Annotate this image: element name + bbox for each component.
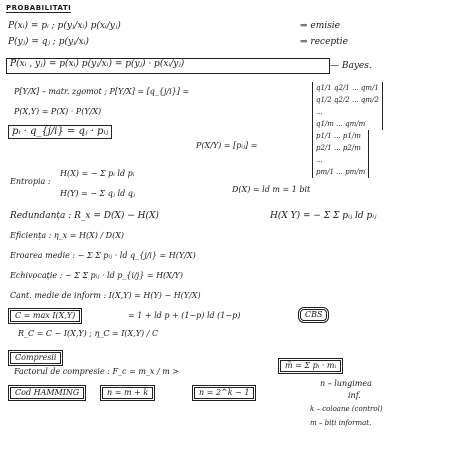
- m-avg-box: m̄ = Σ pᵢ · mᵢ: [278, 358, 343, 374]
- bayes-box: P(xᵢ , yⱼ) = p(xᵢ) p(yⱼ/xᵢ) = p(yⱼ) · p(xᵢ/yⱼ): [6, 58, 330, 74]
- echivocatie-line: Echivocație : − Σ Σ pᵢⱼ · ld p_{i/j} = H(X/Y): [10, 271, 183, 280]
- matrix-cell: pm/m: [345, 168, 366, 176]
- matrix-cell: ...: [333, 132, 341, 140]
- matrix-q-row: [316, 118, 379, 130]
- rc-line: R_C = C − I(X,Y) ; η_C = I(X,Y) / C: [18, 329, 159, 338]
- page-title: PROBABILITATI: [6, 4, 72, 12]
- matrix-cell: p1/1: [316, 132, 332, 140]
- compresii-box: Compresii: [8, 350, 63, 366]
- n-box: n = m + k: [100, 385, 155, 401]
- dx-formula: D(X) = ld m = 1 bit: [232, 185, 311, 194]
- capacity-box: C = max I(X,Y): [8, 308, 82, 324]
- matrix-p-row: [316, 130, 365, 142]
- matrix-cell: ...: [333, 144, 341, 152]
- matrix-cell: ...: [336, 168, 343, 176]
- matrix-cell: pm/1: [316, 168, 334, 176]
- matrix-cell: q1/m: [316, 120, 334, 128]
- matrix-cell: p1/m: [342, 132, 361, 140]
- matr-zgomot-line: P[Y/X] – matr. zgomot ; P[Y/X] = [q_{j/i}] =: [14, 87, 190, 96]
- matrix-cell: ...: [316, 156, 323, 164]
- cbs-box: CBS: [298, 307, 329, 323]
- line-prob-y: P(yⱼ) = qⱼ ; p(yⱼ/xᵢ): [8, 37, 89, 47]
- pxy-matrix-line: P(X/Y) = [pᵢⱼ] =: [196, 141, 258, 150]
- matrix-cell: p2/m: [342, 144, 361, 152]
- matrix-cell: p2/1: [316, 144, 332, 152]
- note-m: m – biți informat.: [310, 419, 372, 427]
- redundanta-line: Redundanța : R_x = D(X) − H(X): [10, 211, 159, 221]
- matrix-cell: q2/2: [333, 96, 350, 104]
- matrix-cell: qm/m: [345, 120, 366, 128]
- hxy-formula: H(X Y) = − Σ Σ pᵢⱼ ld pᵢⱼ: [270, 211, 377, 221]
- matrix-q: [312, 82, 383, 130]
- note-k: k – coloane (control): [310, 405, 383, 413]
- eficienta-line: Eficiența : η_x = H(X) / D(X): [10, 231, 125, 240]
- pxy-line: P(X,Y) = P(X) · P(Y/X): [14, 107, 102, 116]
- matrix-q-row: [316, 94, 379, 106]
- matrix-cell: q1/1: [316, 84, 332, 92]
- matrix-p: [312, 130, 369, 178]
- note-n-b: inf.: [348, 391, 361, 400]
- matrix-cell: q2/1: [333, 84, 350, 92]
- matrix-cell: q1/2: [316, 96, 332, 104]
- matrix-cell: ...: [351, 96, 359, 104]
- matrix-p-row: [316, 166, 365, 178]
- matrix-cell: qm/1: [360, 84, 379, 92]
- factor-compresie-line: Factorul de compresie : F_c = m_x / m >: [14, 367, 180, 376]
- eroarea-line: Eroarea medie : − Σ Σ pᵢⱼ · ld q_{j/i} = H(Y/X): [10, 251, 196, 260]
- capacity-formula: = 1 + ld p + (1−p) ld (1−p): [128, 311, 241, 320]
- matrix-cell: ...: [351, 84, 359, 92]
- matrix-cell: ...: [336, 120, 343, 128]
- bayes-label: — Bayes.: [330, 61, 372, 71]
- hy-formula: H(Y) = − Σ qⱼ ld qⱼ: [60, 189, 135, 198]
- note-n: n – lungimea: [320, 379, 372, 388]
- matrix-q-row: [316, 106, 379, 118]
- matrix-p-row: [316, 142, 365, 154]
- matrix-q-row: [316, 82, 379, 94]
- arrow-receptie: ⇒ receptie: [300, 37, 348, 47]
- hx-formula: H(X) = − Σ pᵢ ld pᵢ: [60, 169, 135, 178]
- n-box-2: n = 2^k − 1: [192, 385, 256, 401]
- cod-hamming-box: Cod HAMMING: [8, 385, 86, 401]
- cant-medie-line: Cant. medie de inform : I(X,Y) = H(Y) − H(Y/X): [10, 291, 201, 300]
- matrix-cell: qm/2: [360, 96, 379, 104]
- pi-q-box: pᵢ · q_{j/i} = qⱼ · pᵢⱼ: [8, 125, 112, 139]
- matrix-p-row: [316, 154, 365, 166]
- entropia-label: Entropia :: [10, 177, 51, 186]
- arrow-emisie: ⇒ emisie: [300, 21, 340, 31]
- line-prob-x: P(xᵢ) = pᵢ ; p(yⱼ/xᵢ) p(xᵢ/yⱼ): [8, 21, 121, 31]
- matrix-cell: ...: [316, 108, 323, 116]
